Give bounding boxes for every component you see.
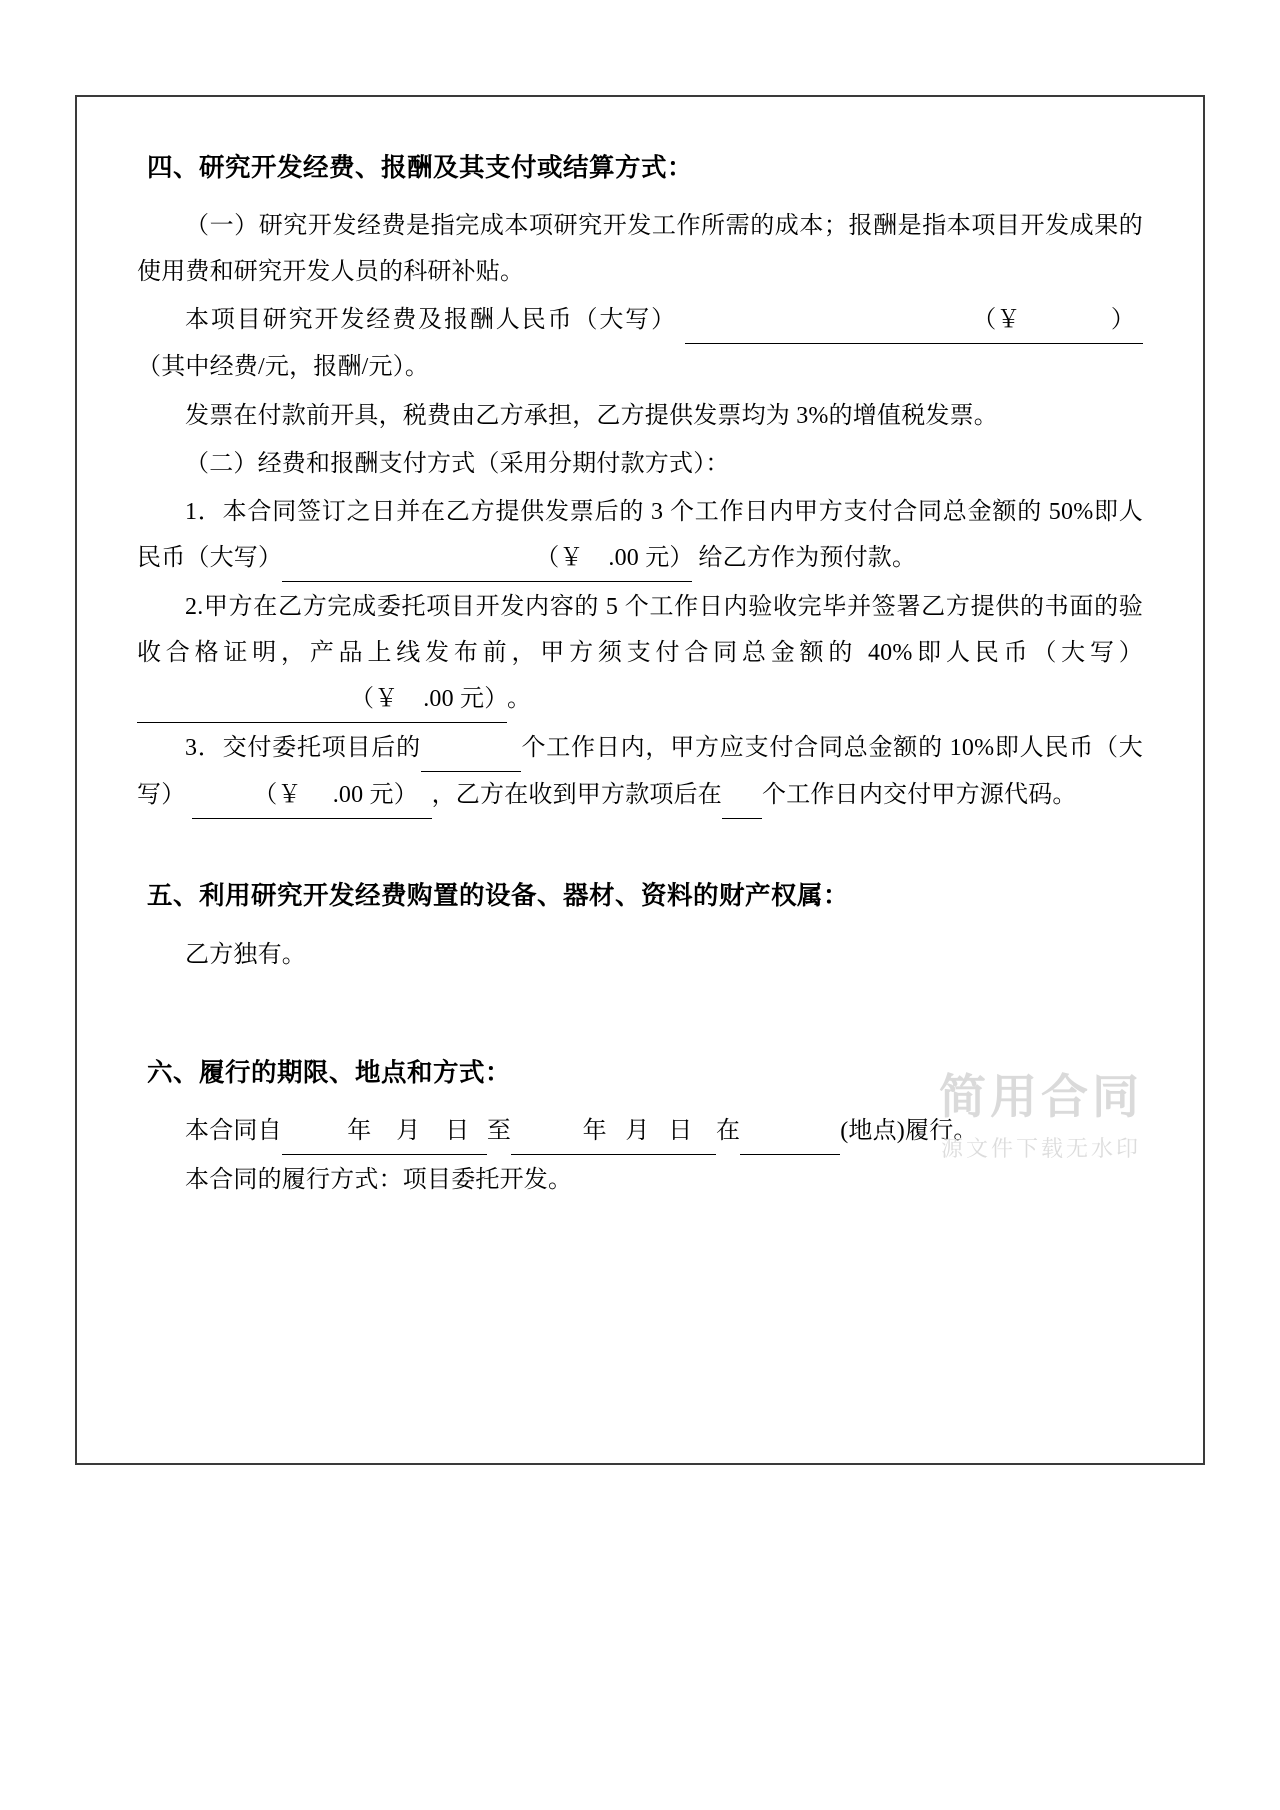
paragraph-6-1-text-b: 至 <box>486 1117 512 1144</box>
page-content <box>77 97 1203 1203</box>
section-spacer-1 <box>137 821 1143 877</box>
date-start-blank[interactable]: 年 月 日 <box>282 1108 487 1155</box>
paragraph-4-4: （二）经费和报酬支付方式（采用分期付款方式）： <box>185 450 730 477</box>
paragraph-4-2-text-b: （其中经费/元，报酬/元）。 <box>137 354 430 381</box>
amount-currency-label-total: （￥ <box>890 297 1055 344</box>
paragraph-4-1: （一）研究开发经费是指完成本项研究开发工作所需的成本；报酬是指本项目开发成果的使用费和研究开发人员的科研补贴。 <box>137 213 1143 286</box>
section-heading-5: 五、利用研究开发经费购置的设备、器材、资料的财产权属： <box>147 881 850 911</box>
document-page <box>75 95 1205 1465</box>
paragraph-6-1-text-a: 本合同自 <box>185 1117 282 1144</box>
watermark-sub-text: 源文件下载无水印 <box>940 1136 1141 1161</box>
watermark-main-text: 简用合同 <box>939 1070 1143 1123</box>
section-spacer-2 <box>137 980 1143 1036</box>
paragraph-4-6-text-b: 。 <box>507 686 532 713</box>
workdays-blank-delivery[interactable] <box>421 725 521 772</box>
paragraph-6-1-text-d: (地点)履行。 <box>840 1117 978 1144</box>
section-spacer-3 <box>137 1036 1143 1054</box>
amount-blank-acceptance[interactable] <box>137 676 302 723</box>
paragraph-4-2-text-a: 本项目研究开发经费及报酬人民币（大写） <box>185 307 678 334</box>
amount-currency-label-prepay: （￥ .00 元） <box>487 535 692 582</box>
place-blank[interactable] <box>740 1108 840 1155</box>
section-heading-4: 四、研究开发经费、报酬及其支付或结算方式： <box>147 153 694 182</box>
paragraph-4-5-text-a: 1．本合同签订之日并在乙方提供发票后的 3 个工作日内甲方支付合同总金额的 50%即人民币（大写） <box>137 498 1143 571</box>
paragraph-4-7-text-c: ，乙方在收到甲方款项后在 <box>431 782 723 809</box>
paragraph-4-2 <box>137 297 1143 390</box>
paragraph-4-3: 发票在付款前开具，税费由乙方承担，乙方提供发票均为 3%的增值税发票。 <box>185 402 998 429</box>
amount-blank-total[interactable] <box>685 297 890 344</box>
paragraph-6-1-text-c: 在 <box>716 1117 741 1144</box>
paragraph-4-5 <box>137 489 1143 582</box>
paragraph-4-5-text-b: 给乙方作为预付款。 <box>698 544 917 571</box>
date-end-blank[interactable]: 年 月 日 <box>511 1108 716 1155</box>
paragraph-4-6 <box>137 584 1143 723</box>
amount-currency-label-acceptance: （￥ .00 元） <box>302 676 507 723</box>
section-heading-6: 六、履行的期限、地点和方式： <box>147 1057 512 1087</box>
amount-currency-label-final: （￥ .00 元） <box>192 772 432 819</box>
paragraph-4-6-text-a: 2.甲方在乙方完成委托项目开发内容的 5 个工作日内验收完毕并签署乙方提供的书面的验收合格证明，产品上线发布前，甲方须支付合同总金额的 40%即人民币（大写） <box>137 593 1143 666</box>
paragraph-5-1: 乙方独有。 <box>185 941 306 968</box>
amount-close-paren-total: ） <box>1055 297 1143 344</box>
paragraph-6-1 <box>137 1108 1143 1155</box>
workdays-blank-sourcecode[interactable] <box>722 772 762 819</box>
paragraph-4-7-text-a: 3．交付委托项目后的 <box>185 735 421 762</box>
paragraph-4-7-text-b: 个工作日内，甲方应支付合同总金额的 10%即人民币（大写） <box>137 735 1144 809</box>
paragraph-6-2: 本合同的履行方式：项目委托开发。 <box>185 1166 573 1193</box>
amount-blank-prepay[interactable] <box>282 535 487 582</box>
paragraph-4-7 <box>137 725 1143 819</box>
paragraph-4-7-text-d: 个工作日内交付甲方源代码。 <box>762 782 1077 809</box>
